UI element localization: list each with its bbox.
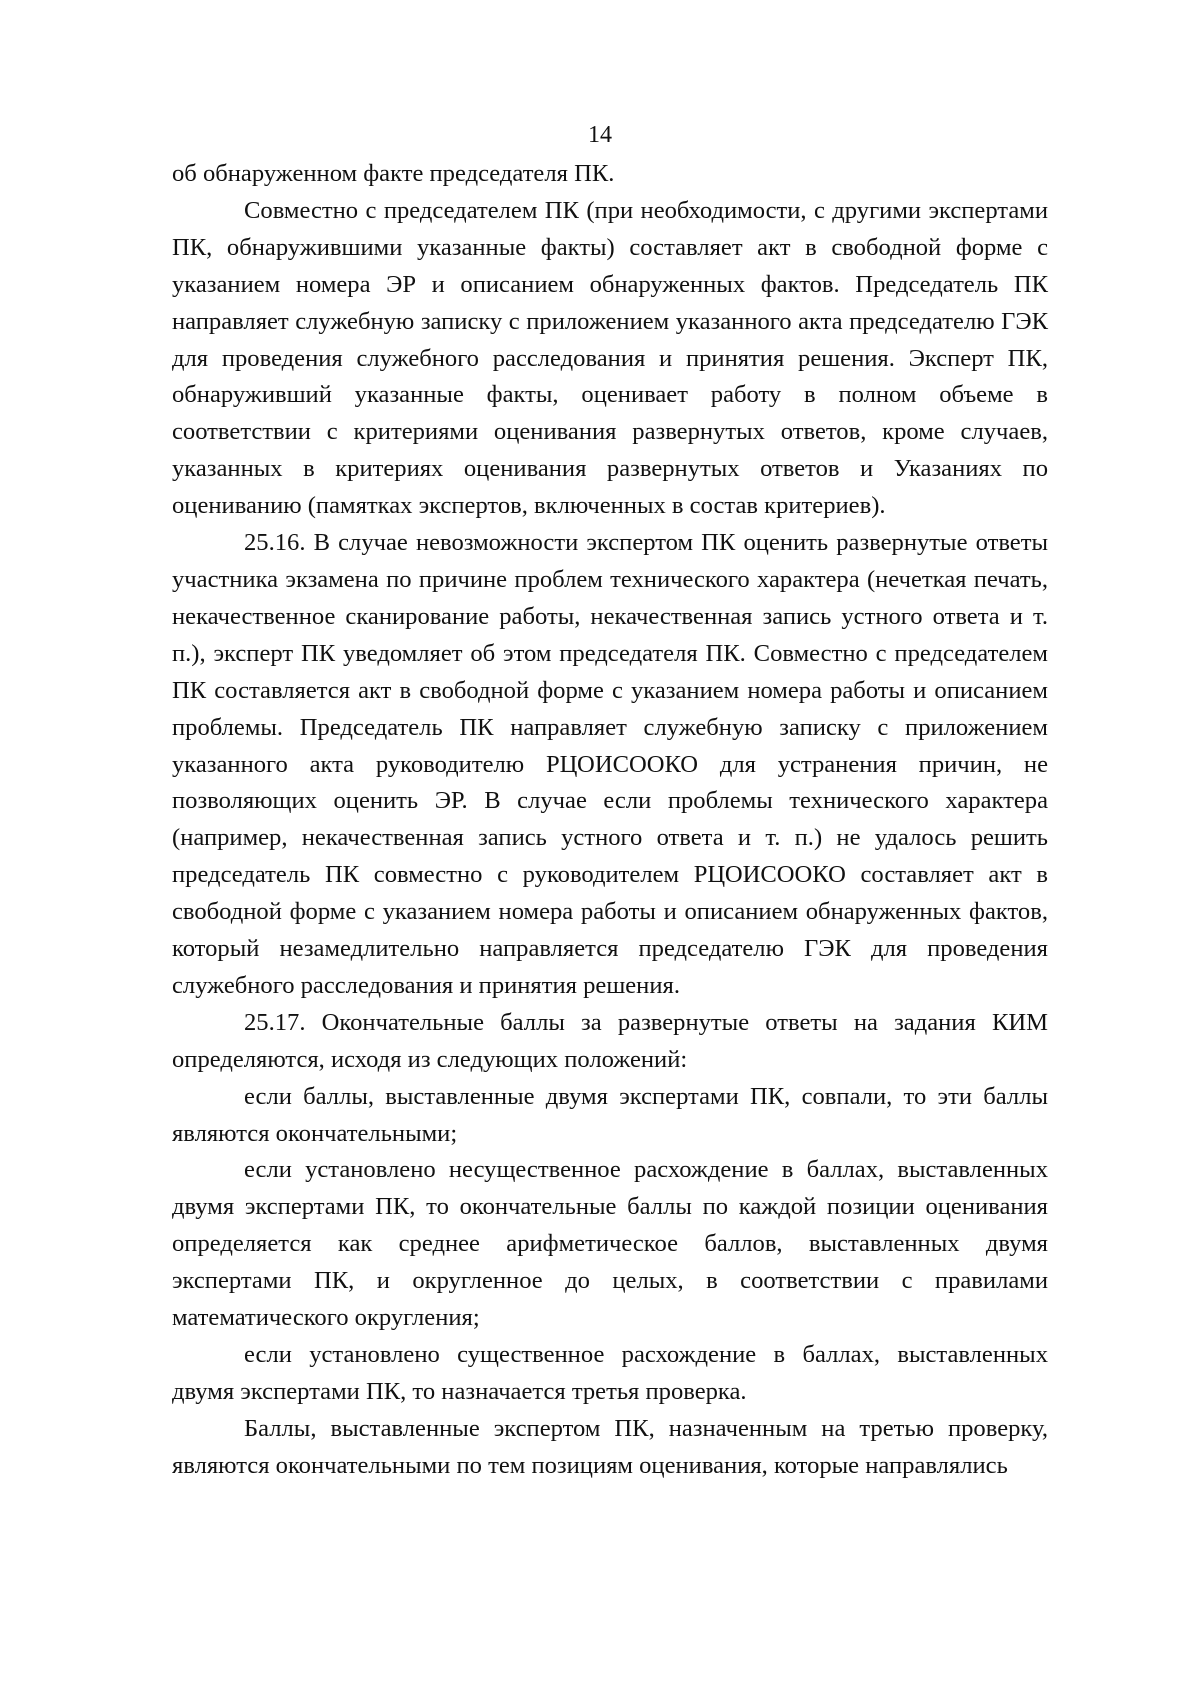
- paragraph-continuation: об обнаруженном факте председателя ПК.: [172, 160, 615, 187]
- paragraph-major-discrepancy: если установлено существенное расхождение в баллах, выставленных двумя экспертами ПК, то назначается третья проверка.: [172, 1341, 1048, 1405]
- document-body: [172, 156, 1048, 1485]
- paragraph-third-check: Баллы, выставленные экспертом ПК, назначенным на третью проверку, являются окончательными по тем позициям оценивания, которые направлялись: [172, 1414, 1048, 1479]
- paragraph-25-17: 25.17. Окончательные баллы за развернутые ответы на задания КИМ определяются, исходя из следующих положений:: [172, 1008, 1048, 1073]
- paragraph-25-16: 25.16. В случае невозможности экспертом ПК оценить развернутые ответы участника экзамена по причине проблем технического характера (нечеткая печать, некачественное сканирование работы, некачественная запись устного ответа и т. п.), эксперт ПК уведомляет об этом председателя ПК. Совместно с председателем ПК составляется акт в свободной форме с указанием номера работы и описанием проблемы. Председатель ПК направляет служебную записку с приложением указанного акта руководителю РЦОИСООКО для устранения причин, не позволяющих оценить ЭР. В случае если проблемы технического характера (например, некачественная запись устного ответа и т. п.) не удалось решить председатель ПК совместно с руководителем РЦОИСООКО составляет акт в свободной форме с указанием номера работы и описанием обнаруженных фактов, который незамедлительно направляется председателю ГЭК для проведения служебного расследования и принятия решения.: [172, 529, 1048, 999]
- paragraph-joint-act: Совместно с председателем ПК (при необходимости, с другими экспертами ПК, обнаружившими указанные факты) составляет акт в свободной форме с указанием номера ЭР и описанием обнаруженных фактов. Председатель ПК направляет служебную записку с приложением указанного акта председателю ГЭК для проведения служебного расследования и принятия решения. Эксперт ПК, обнаруживший указанные факты, оценивает работу в полном объеме в соответствии с критериями оценивания развернутых ответов, кроме случаев, указанных в критериях оценивания развернутых ответов и Указаниях по оцениванию (памятках экспертов, включенных в состав критериев).: [172, 196, 1048, 520]
- page-number: 14: [588, 122, 612, 148]
- paragraph-scores-match: если баллы, выставленные двумя экспертами ПК, совпали, то эти баллы являются окончательными;: [172, 1082, 1048, 1147]
- paragraph-minor-discrepancy: если установлено несущественное расхождение в баллах, выставленных двумя экспертами ПК, то окончательные баллы по каждой позиции оценивания определяется как среднее арифметическое баллов, выставленных двумя экспертами ПК, и округленное до целых, в соответствии с правилами математического округления;: [172, 1156, 1048, 1332]
